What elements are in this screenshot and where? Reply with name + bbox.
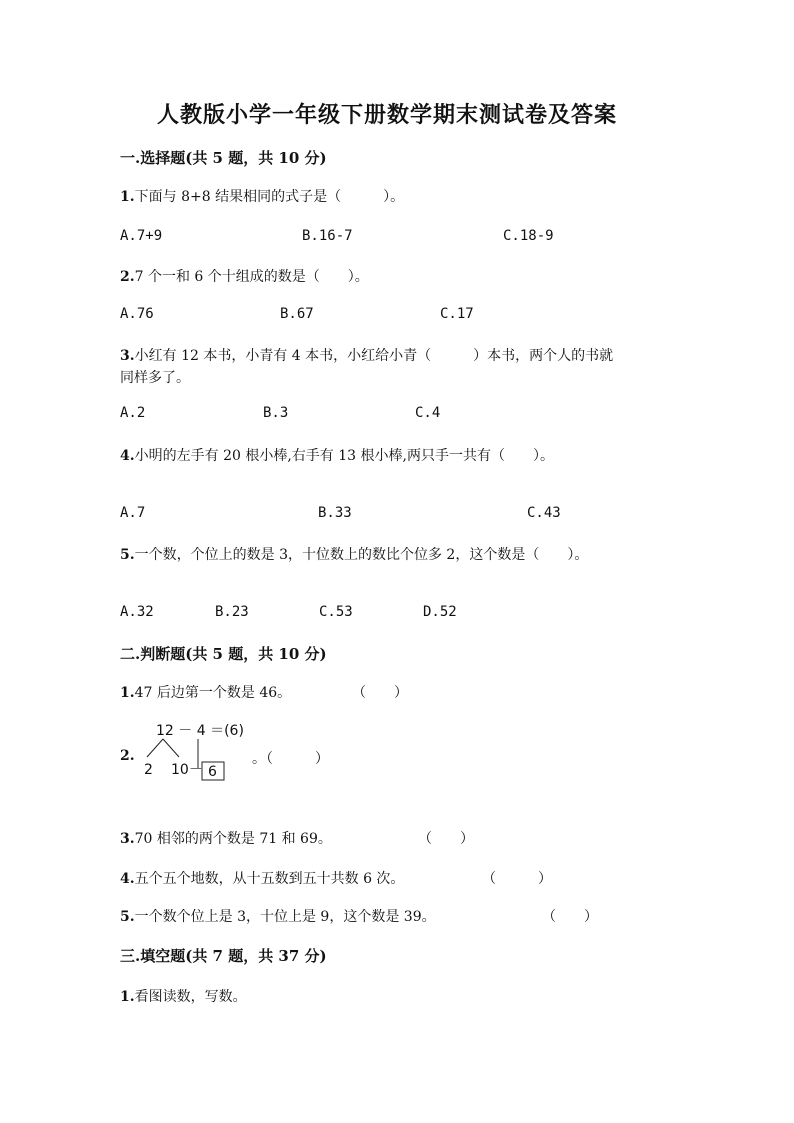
question-1-5: [120, 544, 588, 564]
option-b: B.67: [280, 306, 314, 322]
question-text: 下面与 8+8 结果相同的式子是（ ）。: [134, 189, 405, 205]
section-heading-choice: 一.选择题(共 5 题，共 10 分): [120, 149, 327, 167]
section-heading-judgement: 二.判断题(共 5 题，共 10 分): [120, 645, 327, 663]
question-number: 3.: [120, 831, 135, 847]
answer-parentheses[interactable]: 。（ ）: [252, 751, 329, 767]
option-c: C.18-9: [503, 228, 554, 244]
diagram-box-value: 6: [208, 764, 217, 780]
option-b: B.3: [263, 405, 289, 421]
answer-parentheses[interactable]: （ ）: [352, 685, 408, 701]
split-line-right: [163, 739, 179, 757]
question-number: 2.: [120, 269, 135, 285]
question-number: 1.: [120, 189, 135, 205]
question-1-1: [120, 186, 404, 206]
question-number: 1.: [120, 989, 135, 1005]
question-text: 47 后边第一个数是 46。: [134, 685, 292, 701]
question-text: 五个五个地数，从十五数到五十共数 6 次。: [134, 871, 405, 887]
option-a: A.7: [120, 505, 146, 521]
question-1-3: [120, 345, 613, 365]
question-text: 一个数，个位上的数是 3，十位数上的数比个位多 2，这个数是（ ）。: [134, 547, 589, 563]
question-2-4: [120, 868, 404, 888]
question-2-1: [120, 682, 291, 702]
option-a: A.2: [120, 405, 146, 421]
question-2-3: [120, 828, 332, 848]
question-3-1: [120, 986, 247, 1006]
option-a: A.32: [120, 604, 154, 620]
question-number: 5.: [120, 909, 135, 925]
diagram-mid-part: 10－: [171, 762, 203, 778]
option-c: C.43: [527, 505, 561, 521]
option-b: B.33: [318, 505, 352, 521]
question-text: 7 个一和 6 个十组成的数是（ ）。: [134, 269, 369, 285]
option-a: A.7+9: [120, 228, 163, 244]
option-b: B.16-7: [302, 228, 353, 244]
question-2-5: [120, 906, 436, 926]
question-text: 一个数个位上是 3，十位上是 9，这个数是 39。: [134, 909, 436, 925]
question-number: 4.: [120, 871, 135, 887]
question-1-4: [120, 445, 554, 465]
split-line-left: [147, 739, 163, 757]
answer-parentheses[interactable]: （ ）: [542, 909, 598, 925]
answer-parentheses[interactable]: （ ）: [418, 831, 474, 847]
question-number: 4.: [120, 448, 135, 464]
diagram-equation: 12 － 4 ＝(6): [156, 723, 244, 739]
question-text: 看图读数，写数。: [134, 989, 247, 1005]
question-number: 5.: [120, 547, 135, 563]
option-d: D.52: [423, 604, 457, 620]
option-c: C.17: [440, 306, 474, 322]
option-b: B.23: [215, 604, 249, 620]
diagram-left-part: 2: [144, 762, 153, 778]
question-text: 小红有 12 本书，小青有 4 本书，小红给小青（ ）本书，两个人的书就: [134, 348, 614, 364]
question-number: 1.: [120, 685, 135, 701]
option-a: A.76: [120, 306, 154, 322]
question-1-2: [120, 266, 369, 286]
answer-parentheses[interactable]: （ ）: [482, 871, 552, 887]
question-number: 3.: [120, 348, 135, 364]
section-heading-fill-in: 三.填空题(共 7 题，共 37 分): [120, 947, 327, 965]
option-c: C.53: [319, 604, 353, 620]
question-text-continued: 同样多了。: [120, 370, 190, 386]
question-text: 小明的左手有 20 根小棒,右手有 13 根小棒,两只手一共有（ ）。: [134, 448, 554, 464]
option-c: C.4: [415, 405, 441, 421]
question-number: 2.: [120, 748, 135, 764]
question-text: 70 相邻的两个数是 71 和 69。: [134, 831, 332, 847]
page-title: 人教版小学一年级下册数学期末测试卷及答案: [157, 102, 618, 128]
